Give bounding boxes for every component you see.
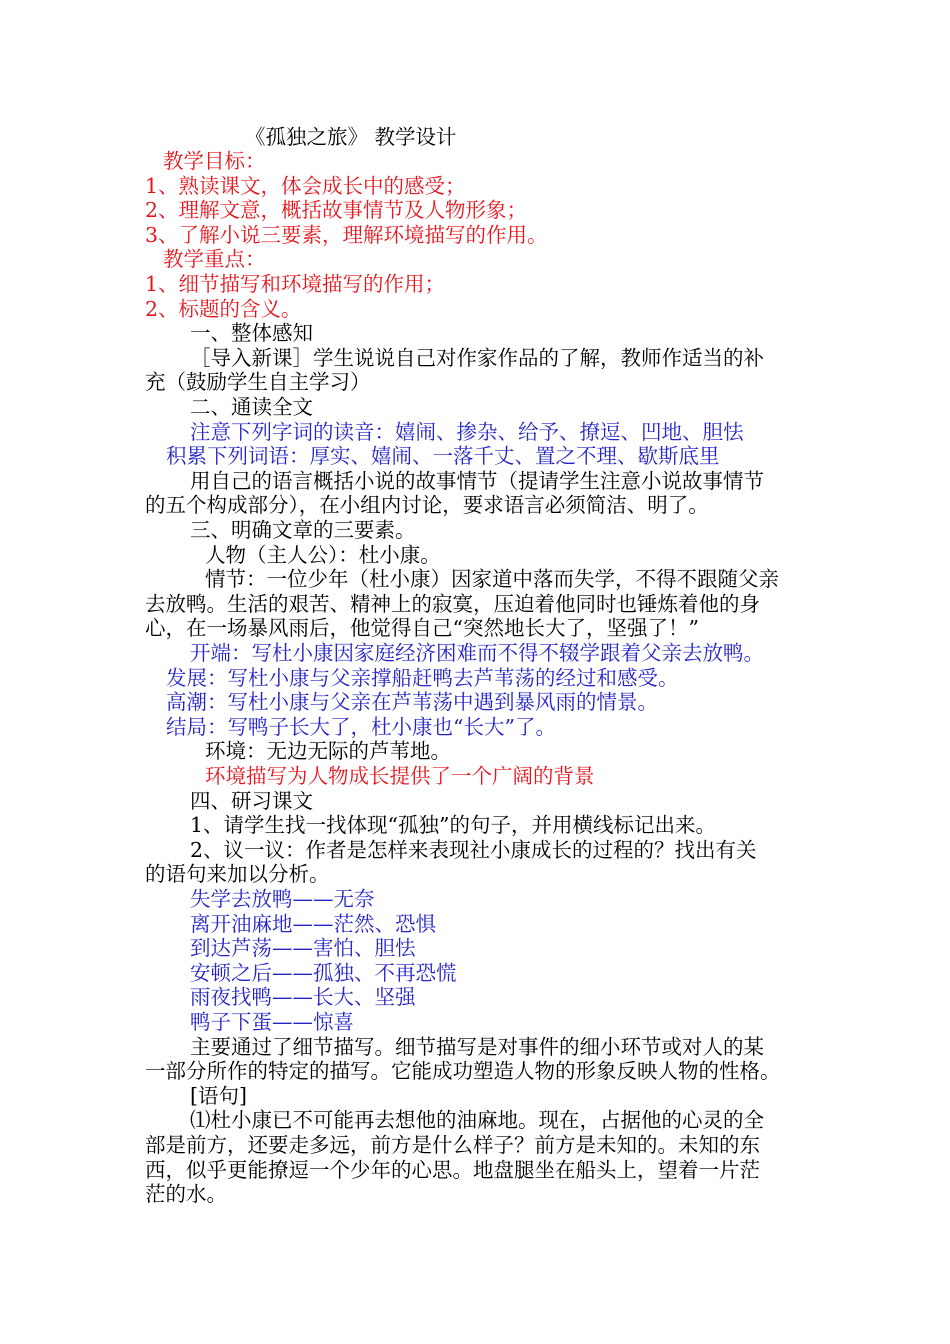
text-line: 积累下列词语：厚实、嬉闹、一落千丈、置之不理、歇斯底里	[166, 444, 720, 469]
text-line: 失学去放鸭——无奈	[190, 887, 375, 911]
text-line: 1、请学生找一找体现“孤独”的句子，并用横线标记出来。	[190, 813, 717, 838]
text-line: 离开油麻地——茫然、恐惧	[190, 911, 436, 936]
text-line: 安顿之后——孤独、不再恐慌	[190, 960, 457, 985]
text-line: 环境：无边无际的芦苇地。	[205, 739, 451, 764]
text-line: 的五个构成部分），在小组内讨论，要求语言必须简洁、明了。	[145, 493, 709, 518]
text-line: 主要通过了细节描写。细节描写是对事件的细小环节或对人的某	[190, 1034, 764, 1059]
text-line: 西，似乎更能撩逗一个少年的心思。地盘腿坐在船头上，望着一片茫	[145, 1157, 760, 1182]
text-line: 发展：写杜小康与父亲撑船赶鸭去芦苇荡的经过和感受。	[166, 665, 679, 690]
text-line: 情节：一位少年（杜小康）因家道中落而失学，不得不跟随父亲	[205, 567, 779, 592]
text-line: 结局：写鸭子长大了，杜小康也“长大”了。	[166, 714, 556, 739]
text-line: 四、研习课文	[190, 788, 313, 813]
text-line: [语句]	[190, 1083, 247, 1108]
text-line: ⑴杜小康已不可能再去想他的油麻地。现在，占据他的心灵的全	[190, 1108, 764, 1133]
text-line: 去放鸭。生活的艰苦、精神上的寂寞，压迫着他同时也锤炼着他的身	[145, 591, 760, 616]
text-line: 2、理解文意，概括故事情节及人物形象；	[145, 198, 528, 223]
text-line: 雨夜找鸭——长大、坚强	[190, 985, 416, 1010]
document-title: 《孤独之旅》 教学设计	[245, 125, 457, 149]
text-line: 茫的水。	[145, 1182, 227, 1207]
text-line: 二、通读全文	[190, 395, 313, 419]
text-line: 开端：写杜小康因家庭经济困难而不得不辍学跟着父亲去放鸭。	[190, 641, 764, 665]
text-line: 2、标题的含义。	[145, 296, 302, 321]
text-line: 2、议一议：作者是怎样来表现社小康成长的过程的？找出有关	[190, 837, 757, 862]
text-line: 心，在一场暴风雨后，他觉得自己“突然地长大了，坚强了！”	[145, 616, 699, 641]
text-line: 鸭子下蛋——惊喜	[190, 1010, 354, 1034]
text-line: 一、整体感知	[190, 321, 313, 346]
text-line: 三、明确文章的三要素。	[190, 518, 416, 542]
text-line: 部是前方，还要走多远，前方是什么样子？前方是未知的。未知的东	[145, 1133, 760, 1157]
text-line: ［导入新课］学生说说自己对作家作品的了解，教师作适当的补	[190, 345, 764, 370]
text-line: 人物（主人公）：杜小康。	[205, 542, 441, 567]
text-line: 教学目标：	[163, 149, 266, 173]
text-line: 1、细节描写和环境描写的作用；	[145, 272, 446, 296]
text-line: 一部分所作的特定的描写。它能成功塑造人物的形象反映人物的性格。	[145, 1059, 781, 1084]
text-line: 注意下列字词的读音：嬉闹、掺杂、给予、撩逗、凹地、胆怯	[190, 419, 744, 444]
text-line: 用自己的语言概括小说的故事情节（提请学生注意小说故事情节	[190, 468, 764, 493]
text-line: 环境描写为人物成长提供了一个广阔的背景	[205, 764, 595, 788]
text-line: 3、了解小说三要素，理解环境描写的作用。	[145, 222, 548, 247]
text-line: 高潮：写杜小康与父亲在芦苇荡中遇到暴风雨的情景。	[166, 690, 658, 715]
text-line: 充（鼓励学生自主学习）	[145, 370, 371, 395]
text-line: 教学重点：	[163, 247, 266, 272]
text-line: 1、熟读课文，体会成长中的感受；	[145, 173, 466, 198]
text-line: 的语句来加以分析。	[145, 862, 330, 887]
text-line: 到达芦荡——害怕、胆怯	[190, 936, 416, 961]
